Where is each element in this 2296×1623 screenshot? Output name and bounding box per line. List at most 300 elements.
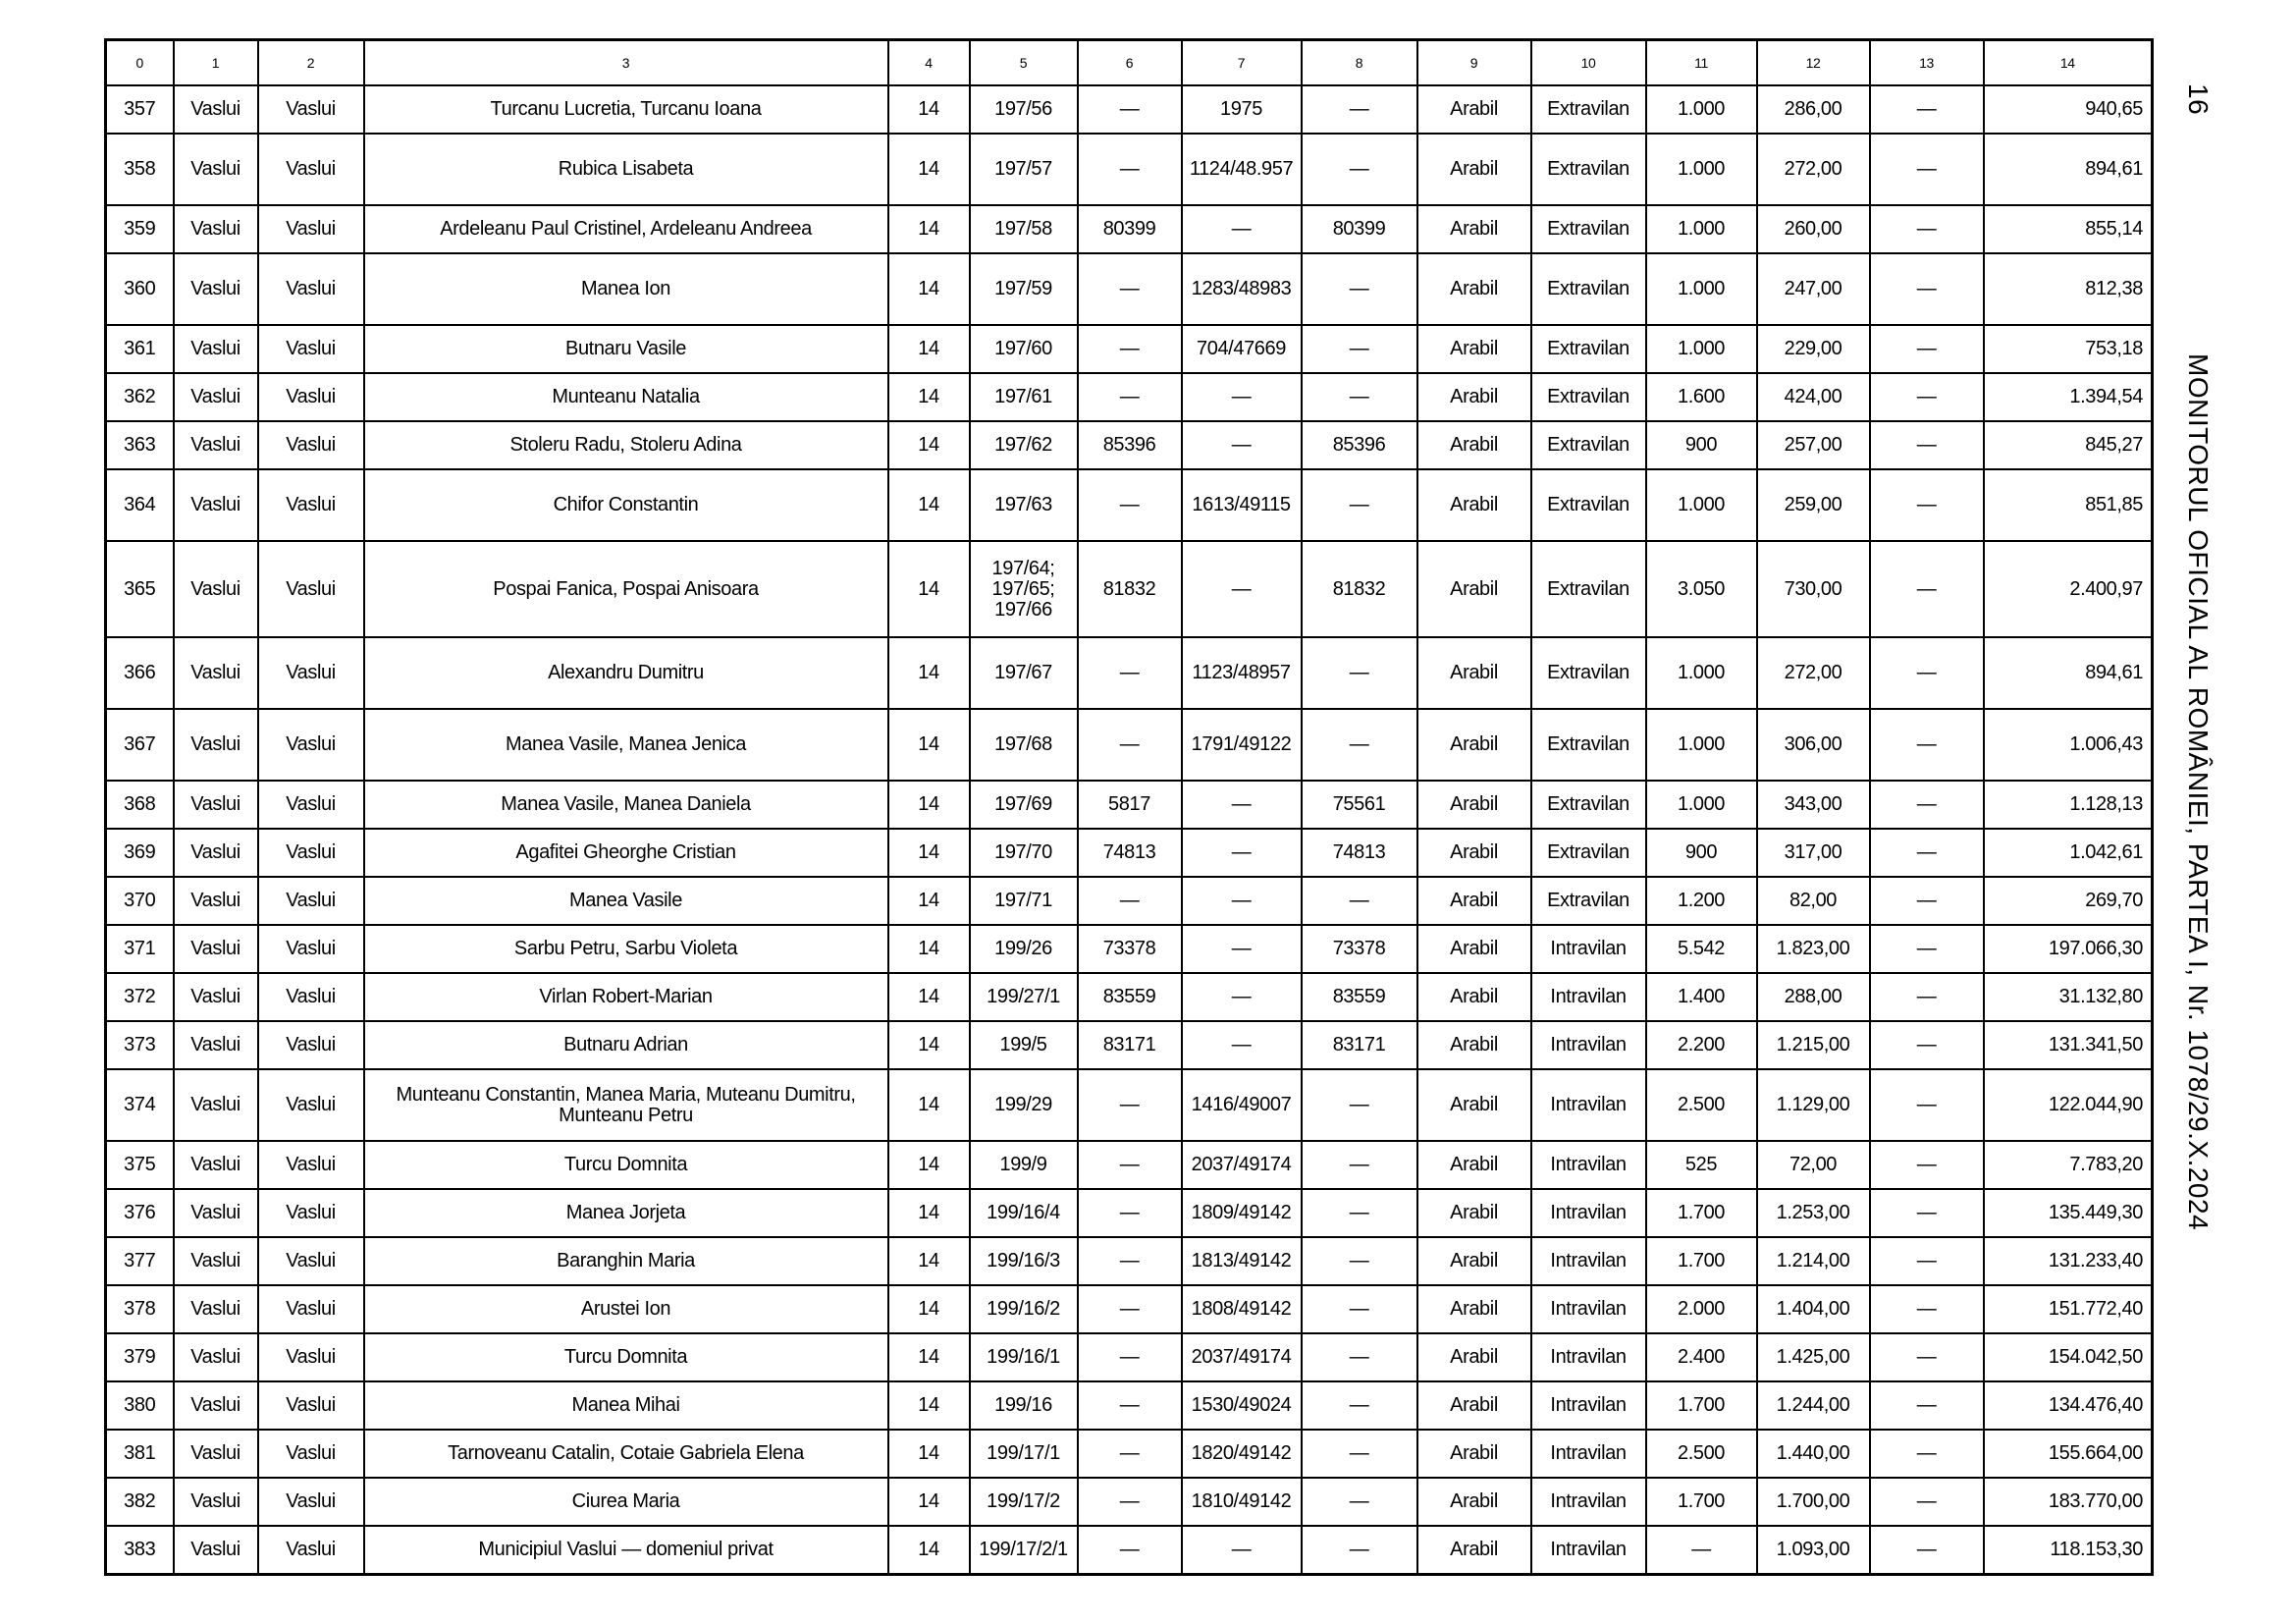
table-cell: 14 <box>888 1021 970 1069</box>
table-cell: Vaslui <box>258 637 364 709</box>
table-cell: 376 <box>106 1189 174 1237</box>
table-cell: — <box>1870 637 1984 709</box>
table-row <box>106 325 2153 373</box>
table-cell: — <box>1870 325 1984 373</box>
table-cell: — <box>1302 877 1417 925</box>
table-cell: Vaslui <box>174 134 258 205</box>
table-cell: 7.783,20 <box>1984 1141 2153 1189</box>
table-row <box>106 709 2153 781</box>
table-cell: 122.044,90 <box>1984 1069 2153 1141</box>
table-cell: 374 <box>106 1069 174 1141</box>
table-cell: Vaslui <box>174 205 258 253</box>
table-cell: — <box>1078 1069 1182 1141</box>
table-cell: 14 <box>888 973 970 1021</box>
table-cell: — <box>1302 1430 1417 1478</box>
table-cell: 197/61 <box>970 373 1078 421</box>
table-row <box>106 1237 2153 1285</box>
table-cell: 1.700,00 <box>1757 1478 1870 1526</box>
table-cell: Vaslui <box>174 1237 258 1285</box>
table-cell: Arabil <box>1417 1069 1531 1141</box>
table-cell: 183.770,00 <box>1984 1478 2153 1526</box>
table-cell: Vaslui <box>258 541 364 637</box>
table-cell: Vaslui <box>258 1526 364 1574</box>
table-cell: 360 <box>106 253 174 325</box>
table-cell: 1.000 <box>1646 205 1757 253</box>
table-cell: Vaslui <box>174 421 258 469</box>
table-cell: Chifor Constantin <box>364 469 888 541</box>
table-cell: Munteanu Constantin, Manea Maria, Muteanu Dumitru, Munteanu Petru <box>364 1069 888 1141</box>
table-cell: 381 <box>106 1430 174 1478</box>
table-row <box>106 85 2153 134</box>
table-cell: 379 <box>106 1333 174 1381</box>
table-cell: 14 <box>888 1285 970 1333</box>
table-cell: 1.093,00 <box>1757 1526 1870 1574</box>
table-cell: 199/16/3 <box>970 1237 1078 1285</box>
table-cell: — <box>1302 325 1417 373</box>
table-cell: Extravilan <box>1531 85 1646 134</box>
table-cell: Intravilan <box>1531 1381 1646 1430</box>
table-cell: — <box>1302 1285 1417 1333</box>
table-cell: 2.400 <box>1646 1333 1757 1381</box>
table-cell: — <box>1078 1430 1182 1478</box>
table-cell: 5.542 <box>1646 925 1757 973</box>
table-cell: Vaslui <box>174 85 258 134</box>
table-row <box>106 1189 2153 1237</box>
table-cell: — <box>1078 1237 1182 1285</box>
table-cell: Vaslui <box>258 829 364 877</box>
table-cell: Arabil <box>1417 85 1531 134</box>
table-cell: — <box>1078 1478 1182 1526</box>
table-cell: — <box>1302 134 1417 205</box>
table-cell: 1.042,61 <box>1984 829 2153 877</box>
table-cell: 372 <box>106 973 174 1021</box>
table-row <box>106 373 2153 421</box>
table-cell: 31.132,80 <box>1984 973 2153 1021</box>
table-cell: — <box>1870 1285 1984 1333</box>
table-cell: 1813/49142 <box>1182 1237 1302 1285</box>
table-cell: Arabil <box>1417 1526 1531 1574</box>
table-cell: 1.425,00 <box>1757 1333 1870 1381</box>
table-cell: 1975 <box>1182 85 1302 134</box>
table-cell: 14 <box>888 1237 970 1285</box>
table-cell: 14 <box>888 1141 970 1189</box>
table-cell: 14 <box>888 134 970 205</box>
table-cell: Butnaru Adrian <box>364 1021 888 1069</box>
column-header: 3 <box>364 40 888 86</box>
table-cell: Intravilan <box>1531 1430 1646 1478</box>
table-cell: Vaslui <box>174 469 258 541</box>
table-cell: Baranghin Maria <box>364 1237 888 1285</box>
table-cell: — <box>1182 541 1302 637</box>
table-cell: 272,00 <box>1757 637 1870 709</box>
table-cell: Arabil <box>1417 134 1531 205</box>
column-header: 6 <box>1078 40 1182 86</box>
table-cell: Vaslui <box>258 1069 364 1141</box>
table-cell: — <box>1302 1526 1417 1574</box>
table-row <box>106 781 2153 829</box>
table-cell: Vaslui <box>258 925 364 973</box>
table-cell: 369 <box>106 829 174 877</box>
table-cell: 900 <box>1646 829 1757 877</box>
table-cell: 1808/49142 <box>1182 1285 1302 1333</box>
table-cell: 14 <box>888 1381 970 1430</box>
table-cell: 75561 <box>1302 781 1417 829</box>
table-cell: 197/67 <box>970 637 1078 709</box>
table-cell: Vaslui <box>174 253 258 325</box>
table-cell: 1820/49142 <box>1182 1430 1302 1478</box>
table-cell: — <box>1870 1333 1984 1381</box>
table-cell: Virlan Robert-Marian <box>364 973 888 1021</box>
table-row <box>106 1021 2153 1069</box>
table-cell: — <box>1302 1069 1417 1141</box>
table-row <box>106 973 2153 1021</box>
table-cell: Turcanu Lucretia, Turcanu Ioana <box>364 85 888 134</box>
table-cell: Vaslui <box>258 973 364 1021</box>
table-cell: 257,00 <box>1757 421 1870 469</box>
table-cell: 14 <box>888 925 970 973</box>
table-cell: — <box>1078 85 1182 134</box>
table-row <box>106 1381 2153 1430</box>
table-cell: 199/17/2/1 <box>970 1526 1078 1574</box>
table-cell: 371 <box>106 925 174 973</box>
table-cell: Extravilan <box>1531 469 1646 541</box>
table-cell: 199/16/1 <box>970 1333 1078 1381</box>
table-cell: — <box>1302 1333 1417 1381</box>
table-cell: — <box>1870 253 1984 325</box>
table-cell: Munteanu Natalia <box>364 373 888 421</box>
table-cell: Vaslui <box>174 1430 258 1478</box>
table-cell: Alexandru Dumitru <box>364 637 888 709</box>
table-cell: Arabil <box>1417 373 1531 421</box>
table-cell: Vaslui <box>174 1141 258 1189</box>
column-header: 8 <box>1302 40 1417 86</box>
table-cell: 14 <box>888 205 970 253</box>
table-cell: 1.700 <box>1646 1381 1757 1430</box>
table-cell: — <box>1870 709 1984 781</box>
table-cell: 1.400 <box>1646 973 1757 1021</box>
table-cell: — <box>1870 205 1984 253</box>
table-cell: Arabil <box>1417 541 1531 637</box>
table-cell: Vaslui <box>174 829 258 877</box>
table-row <box>106 469 2153 541</box>
table-cell: 2.000 <box>1646 1285 1757 1333</box>
table-cell: 361 <box>106 325 174 373</box>
table-cell: Arabil <box>1417 1333 1531 1381</box>
table-cell: Arabil <box>1417 1478 1531 1526</box>
table-cell: 14 <box>888 469 970 541</box>
table-row <box>106 1333 2153 1381</box>
table-cell: Intravilan <box>1531 1526 1646 1574</box>
table-cell: 199/16/2 <box>970 1285 1078 1333</box>
table-cell: Extravilan <box>1531 781 1646 829</box>
table-cell: — <box>1870 1381 1984 1430</box>
table-cell: 1124/48.957 <box>1182 134 1302 205</box>
table-cell: — <box>1078 1381 1182 1430</box>
table-cell: Extravilan <box>1531 325 1646 373</box>
table-cell: 14 <box>888 1478 970 1526</box>
page-margin-label <box>2174 83 2214 1247</box>
table-cell: Vaslui <box>174 1381 258 1430</box>
table-cell: 704/47669 <box>1182 325 1302 373</box>
table-cell: Vaslui <box>258 781 364 829</box>
table-cell: 81832 <box>1302 541 1417 637</box>
table-cell: 2.500 <box>1646 1430 1757 1478</box>
table-cell: Intravilan <box>1531 1333 1646 1381</box>
table-cell: 845,27 <box>1984 421 2153 469</box>
table-cell: Tarnoveanu Catalin, Cotaie Gabriela Elena <box>364 1430 888 1478</box>
table-cell: 317,00 <box>1757 829 1870 877</box>
table-row <box>106 253 2153 325</box>
table-cell: Arabil <box>1417 709 1531 781</box>
table-cell: 2.200 <box>1646 1021 1757 1069</box>
table-cell: — <box>1870 469 1984 541</box>
table-cell: Stoleru Radu, Stoleru Adina <box>364 421 888 469</box>
table-cell: Intravilan <box>1531 1237 1646 1285</box>
table-cell: Extravilan <box>1531 637 1646 709</box>
table-cell: 14 <box>888 1069 970 1141</box>
table-cell: 940,65 <box>1984 85 2153 134</box>
table-cell: 197/56 <box>970 85 1078 134</box>
table-cell: — <box>1078 469 1182 541</box>
table-cell: 306,00 <box>1757 709 1870 781</box>
table-cell: Vaslui <box>174 1285 258 1333</box>
table-cell: — <box>1182 925 1302 973</box>
table-cell: — <box>1182 829 1302 877</box>
table-cell: Manea Vasile <box>364 877 888 925</box>
table-cell: 1.000 <box>1646 637 1757 709</box>
table-cell: 197/64; 197/65; 197/66 <box>970 541 1078 637</box>
table-cell: Vaslui <box>258 469 364 541</box>
table-cell: 2037/49174 <box>1182 1333 1302 1381</box>
table-cell: — <box>1182 781 1302 829</box>
table-cell: 14 <box>888 781 970 829</box>
table-cell: Vaslui <box>174 973 258 1021</box>
table-cell: Intravilan <box>1531 1021 1646 1069</box>
column-header: 13 <box>1870 40 1984 86</box>
table-cell: — <box>1078 1285 1182 1333</box>
table-header-row <box>106 40 2153 86</box>
table-cell: Vaslui <box>174 1069 258 1141</box>
table-cell: — <box>1870 1478 1984 1526</box>
table-cell: — <box>1870 925 1984 973</box>
table-cell: 197/68 <box>970 709 1078 781</box>
table-cell: — <box>1646 1526 1757 1574</box>
table-cell: Vaslui <box>174 541 258 637</box>
table-row <box>106 205 2153 253</box>
table-cell: 259,00 <box>1757 469 1870 541</box>
table-cell: 286,00 <box>1757 85 1870 134</box>
table-cell: 1.823,00 <box>1757 925 1870 973</box>
table-cell: 1.440,00 <box>1757 1430 1870 1478</box>
table-cell: 14 <box>888 253 970 325</box>
table-cell: 1613/49115 <box>1182 469 1302 541</box>
table-cell: Arustei Ion <box>364 1285 888 1333</box>
table-cell: 1.214,00 <box>1757 1237 1870 1285</box>
table-cell: 247,00 <box>1757 253 1870 325</box>
table-cell: 14 <box>888 709 970 781</box>
table-cell: 14 <box>888 1189 970 1237</box>
table-cell: Arabil <box>1417 1430 1531 1478</box>
table-cell: 1.000 <box>1646 85 1757 134</box>
table-cell: 199/17/2 <box>970 1478 1078 1526</box>
table-cell: — <box>1302 709 1417 781</box>
table-cell: Extravilan <box>1531 877 1646 925</box>
table-cell: Arabil <box>1417 1141 1531 1189</box>
table-cell: 288,00 <box>1757 973 1870 1021</box>
table-cell: — <box>1302 1478 1417 1526</box>
table-cell: 1530/49024 <box>1182 1381 1302 1430</box>
table-cell: — <box>1870 1141 1984 1189</box>
table-cell: Extravilan <box>1531 829 1646 877</box>
column-header: 5 <box>970 40 1078 86</box>
table-cell: 151.772,40 <box>1984 1285 2153 1333</box>
table-row <box>106 1141 2153 1189</box>
table-cell: 155.664,00 <box>1984 1430 2153 1478</box>
table-row <box>106 925 2153 973</box>
table-cell: 377 <box>106 1237 174 1285</box>
table-cell: 14 <box>888 637 970 709</box>
table-cell: Sarbu Petru, Sarbu Violeta <box>364 925 888 973</box>
table-cell: 74813 <box>1078 829 1182 877</box>
table-cell: — <box>1870 781 1984 829</box>
table-cell: — <box>1302 1141 1417 1189</box>
table-cell: Manea Vasile, Manea Jenica <box>364 709 888 781</box>
table-cell: 1.700 <box>1646 1478 1757 1526</box>
table-cell: 14 <box>888 877 970 925</box>
column-header: 10 <box>1531 40 1646 86</box>
table-cell: 83171 <box>1078 1021 1182 1069</box>
table-cell: 14 <box>888 541 970 637</box>
table-cell: 14 <box>888 1430 970 1478</box>
table-row <box>106 877 2153 925</box>
table-cell: Vaslui <box>258 877 364 925</box>
table-cell: 134.476,40 <box>1984 1381 2153 1430</box>
table-cell: 373 <box>106 1021 174 1069</box>
table-cell: 362 <box>106 373 174 421</box>
table-cell: Arabil <box>1417 637 1531 709</box>
table-cell: — <box>1078 1141 1182 1189</box>
table-cell: Intravilan <box>1531 1189 1646 1237</box>
table-cell: Vaslui <box>258 421 364 469</box>
table-cell: 197.066,30 <box>1984 925 2153 973</box>
table-cell: Pospai Fanica, Pospai Anisoara <box>364 541 888 637</box>
table-cell: Extravilan <box>1531 421 1646 469</box>
table-cell: 343,00 <box>1757 781 1870 829</box>
table-cell: Ciurea Maria <box>364 1478 888 1526</box>
table-cell: — <box>1182 1021 1302 1069</box>
table-cell: 85396 <box>1302 421 1417 469</box>
table-cell: 199/26 <box>970 925 1078 973</box>
table-cell: 1810/49142 <box>1182 1478 1302 1526</box>
table-cell: 1.129,00 <box>1757 1069 1870 1141</box>
table-cell: 367 <box>106 709 174 781</box>
table-cell: 83559 <box>1078 973 1182 1021</box>
table-cell: — <box>1870 85 1984 134</box>
table-cell: Arabil <box>1417 1189 1531 1237</box>
table-cell: Intravilan <box>1531 973 1646 1021</box>
table-cell: 894,61 <box>1984 134 2153 205</box>
table-cell: — <box>1302 85 1417 134</box>
table-cell: 1.215,00 <box>1757 1021 1870 1069</box>
table-cell: 1.700 <box>1646 1189 1757 1237</box>
table-cell: — <box>1870 541 1984 637</box>
table-cell: Turcu Domnita <box>364 1141 888 1189</box>
table-cell: — <box>1302 253 1417 325</box>
table-cell: Vaslui <box>258 1141 364 1189</box>
table-cell: 753,18 <box>1984 325 2153 373</box>
table-cell: — <box>1182 373 1302 421</box>
table-cell: 118.153,30 <box>1984 1526 2153 1574</box>
table-cell: 1.253,00 <box>1757 1189 1870 1237</box>
table-cell: — <box>1870 973 1984 1021</box>
table-cell: 197/57 <box>970 134 1078 205</box>
table-cell: 1.000 <box>1646 781 1757 829</box>
table-cell: 370 <box>106 877 174 925</box>
table-cell: Arabil <box>1417 1021 1531 1069</box>
table-cell: — <box>1078 134 1182 205</box>
table-cell: Vaslui <box>174 1478 258 1526</box>
table-cell: Manea Mihai <box>364 1381 888 1430</box>
table-cell: 1123/48957 <box>1182 637 1302 709</box>
table-cell: — <box>1078 373 1182 421</box>
table-cell: 197/71 <box>970 877 1078 925</box>
table-row <box>106 637 2153 709</box>
table-cell: 1.244,00 <box>1757 1381 1870 1430</box>
table-cell: Manea Ion <box>364 253 888 325</box>
table-cell: 197/60 <box>970 325 1078 373</box>
table-cell: — <box>1078 1333 1182 1381</box>
table-cell: 199/29 <box>970 1069 1078 1141</box>
table-row <box>106 1069 2153 1141</box>
table-cell: Vaslui <box>174 1333 258 1381</box>
table-cell: 366 <box>106 637 174 709</box>
table-cell: Vaslui <box>258 1478 364 1526</box>
table-cell: — <box>1302 1237 1417 1285</box>
table-cell: — <box>1870 829 1984 877</box>
table-cell: 197/59 <box>970 253 1078 325</box>
table-cell: 1.200 <box>1646 877 1757 925</box>
table-cell: — <box>1302 469 1417 541</box>
column-header: 12 <box>1757 40 1870 86</box>
table-cell: 365 <box>106 541 174 637</box>
table-cell: Arabil <box>1417 1237 1531 1285</box>
table-cell: 73378 <box>1302 925 1417 973</box>
table-cell: Vaslui <box>174 925 258 973</box>
table-cell: 1.000 <box>1646 134 1757 205</box>
table-cell: — <box>1182 973 1302 1021</box>
table-cell: Extravilan <box>1531 205 1646 253</box>
table-cell: 900 <box>1646 421 1757 469</box>
table-cell: 812,38 <box>1984 253 2153 325</box>
table-cell: Extravilan <box>1531 709 1646 781</box>
table-cell: 1809/49142 <box>1182 1189 1302 1237</box>
table-cell: 73378 <box>1078 925 1182 973</box>
table-cell: 382 <box>106 1478 174 1526</box>
table-cell: 363 <box>106 421 174 469</box>
table-row <box>106 1285 2153 1333</box>
table-cell: 14 <box>888 85 970 134</box>
table-cell: 1.000 <box>1646 469 1757 541</box>
table-cell: 5817 <box>1078 781 1182 829</box>
table-cell: — <box>1078 253 1182 325</box>
table-cell: 1283/48983 <box>1182 253 1302 325</box>
table-cell: — <box>1182 1526 1302 1574</box>
table-cell: — <box>1870 877 1984 925</box>
table-cell: — <box>1078 709 1182 781</box>
table-cell: Vaslui <box>258 253 364 325</box>
column-header: 4 <box>888 40 970 86</box>
table-cell: 424,00 <box>1757 373 1870 421</box>
